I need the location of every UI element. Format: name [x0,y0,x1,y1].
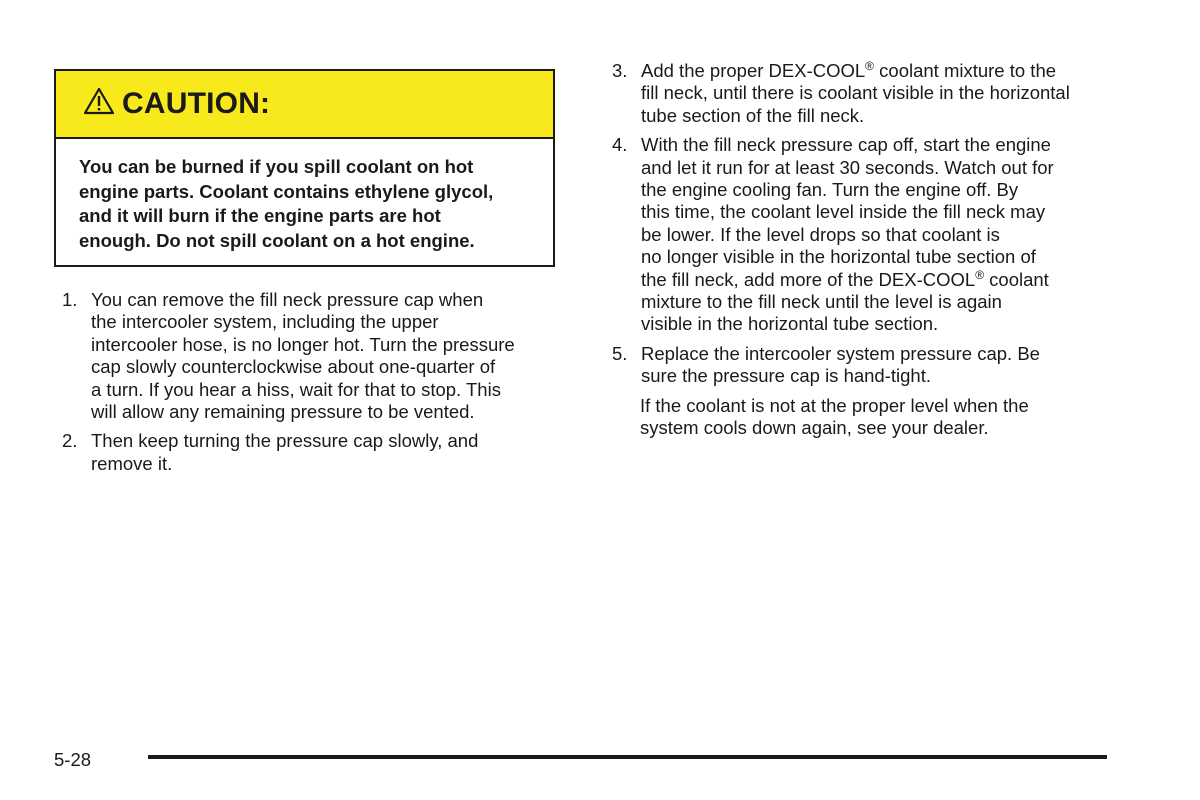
registered-mark: ® [975,267,985,282]
caution-line: engine parts. Coolant contains ethylene glycol, [79,180,494,202]
step-number: 1. [62,289,78,310]
registered-mark: ® [865,59,875,73]
step-text [641,60,1112,127]
step-line [641,269,1112,291]
step-line: visible in the horizontal tube section. [641,313,939,335]
step-line: With the fill neck pressure cap off, start the engine [641,134,1051,156]
step-text [641,343,1112,388]
step-line-part: the fill neck, add more of the DEX-COOL [641,268,976,290]
step-2 [62,430,562,475]
step-1 [62,289,562,423]
caution-line: enough. Do not spill coolant on a hot engine. [79,229,475,251]
step-line: be lower. If the level drops so that coolant is [641,223,1000,245]
step-5 [612,343,1112,388]
caution-line: and it will burn if the engine parts are hot [79,205,441,226]
closing-note [640,395,1029,440]
steps-list-right [612,60,1112,395]
warning-triangle-icon [83,87,115,115]
step-line: Then keep turning the pressure cap slowly, and [91,430,479,452]
step-number: 2. [62,430,78,452]
step-line: the engine cooling fan. Turn the engine off. By [641,179,1019,201]
step-line: this time, the coolant level inside the fill neck may [641,201,1046,223]
caution-box [54,69,555,267]
caution-title: CAUTION: [122,87,271,120]
step-line: cap slowly counterclockwise about one-quarter of [91,356,496,378]
step-line: and let it run for at least 30 seconds. Watch out for [641,156,1054,178]
step-line: tube section of the fill neck. [641,104,865,126]
step-line: will allow any remaining pressure to be vented. [91,401,475,423]
step-line: remove it. [91,452,173,474]
step-number: 5. [612,342,628,364]
step-line: mixture to the fill neck until the level is again [641,291,1002,313]
caution-text [79,155,549,253]
note-line: If the coolant is not at the proper level when the [640,395,1029,416]
step-3 [612,60,1112,127]
step-text [91,289,562,423]
step-line [641,60,1112,82]
note-line: system cools down again, see your dealer. [640,417,989,439]
step-text [641,134,1112,336]
page-number: 5-28 [54,749,92,770]
step-line-part: coolant mixture to the [874,60,1057,81]
caution-line: You can be burned if you spill coolant on hot [79,156,474,177]
step-4 [612,134,1112,336]
step-line: the intercooler system, including the upper [91,311,439,333]
step-line-part: coolant [984,268,1049,290]
step-line: a turn. If you hear a hiss, wait for that to stop. This [91,378,501,400]
steps-list-left [62,289,562,482]
caution-header [56,71,553,139]
footer-rule [148,755,1107,759]
step-line-part: Add the proper DEX-COOL [641,60,866,81]
step-line: no longer visible in the horizontal tube section of [641,246,1036,268]
step-line: sure the pressure cap is hand-tight. [641,365,931,387]
step-line: You can remove the fill neck pressure cap when [91,289,484,310]
step-number: 3. [612,60,628,81]
step-text [91,430,562,475]
step-line: intercooler hose, is no longer hot. Turn the pressure [91,333,515,355]
step-number: 4. [612,134,628,156]
step-line: fill neck, until there is coolant visible in the horizontal [641,82,1070,104]
step-line: Replace the intercooler system pressure cap. Be [641,342,1040,364]
